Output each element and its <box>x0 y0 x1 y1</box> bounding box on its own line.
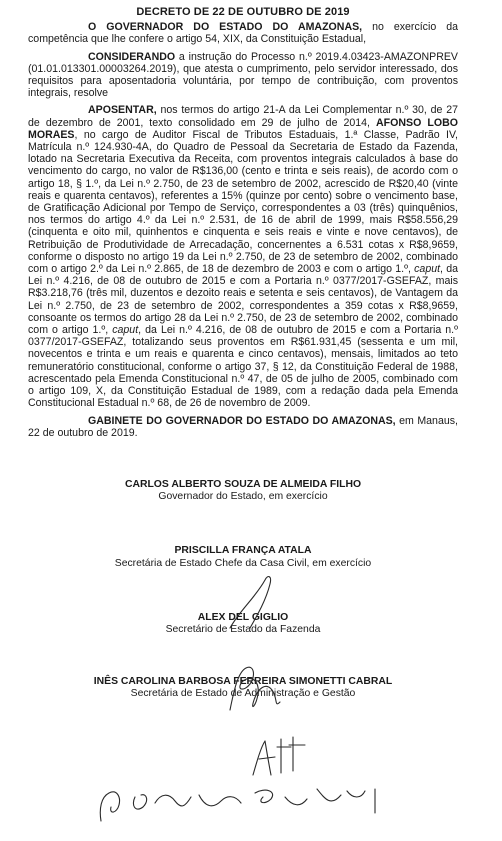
signatory-name: PRISCILLA FRANÇA ATALA <box>174 545 312 557</box>
paragraph-text: , da Lei n.º 4.216, de 08 de outubro de 2015 e com a Portaria n.º 0377/2017-GSEFAZ, mais R$3.218,76 (três mil, duzentos e dezoito reais e setenta e seis centavos), de Vantagem da Lei n.º 2.750, de 23 de setembro de 2002, correspondentes a 359 cotas x R$8,9659, consoante os termos do artigo 28 da Lei n.º 2.750, de 23 de setembro de 2002, combinado com o artigo 1.º, <box>28 263 458 337</box>
signatory-role: Secretária de Estado Chefe da Casa Civil, em exercício <box>114 557 372 569</box>
signature-block-administracao <box>28 676 458 700</box>
caput-term: caput <box>414 263 441 276</box>
signatory-name: ALEX DEL GIGLIO <box>197 611 289 623</box>
paragraph-governor <box>28 21 458 45</box>
caput-term: caput <box>112 324 139 337</box>
signatory-role: Governador do Estado, em exercício <box>158 491 328 503</box>
signatory-name: INÊS CAROLINA BARBOSA FERREIRA SIMONETTI CABRAL <box>93 676 393 688</box>
governor-heading: O GOVERNADOR DO ESTADO DO AMAZONAS, <box>88 21 363 34</box>
paragraph-text: a instrução do Processo n.º 2019.4.03423-AMAZONPREV (01.01.013301.00003264.2019), que atesta o cumprimento, pelo servidor interessado, dos requisitos para aposentadoria voluntária, por tempo de contribuição, com proventos integrais, resolve <box>28 50 458 100</box>
paragraph-text: , no cargo de Auditor Fiscal de Tributos Estaduais, 1.ª Classe, Padrão IV, Matrícula n.º 124.930-4A, do Quadro de Pessoal da Secretaria de Estado da Fazenda, lotado na Secretaria Executiva da Receita, com proventos integrais calculados à base do vencimento do cargo, no valor de R$136,00 (cento e trinta e seis reais), de acordo com o artigo 18, § 1.º, da Lei n.º 2.750, de 23 de setembro de 2002, acrescido de R$20,40 (vinte reais e quarenta centavos), referentes a 15% (quinze por cento) sobre o vencimento base, de Gratificação Adicional por Tempo de Serviço, correspondentes a 03 (três) quinquênios, nos termos do artigo 4.º da Lei n.º 2.531, de 16 de abril de 1999, mais R$58.556,29 (cinquenta e oito mil, quinhentos e cinquenta e seis reais e vinte e nove centavos), de Retribuição de Produtividade de Arrecadação, concernentes a 6.531 cotas x R$8,9659, conforme o disposto no artigo 19 da Lei n.º 2.750, de 23 de setembro de 2002, combinado com o artigo 2.º da Lei n.º 2.865, de 18 de dezembro de 2003 e com o artigo 1.º, <box>28 128 458 276</box>
signature-block-governor <box>28 479 458 503</box>
paragraph-text: em Manaus, 22 de outubro de 2019. <box>28 414 458 439</box>
signature-block-casa-civil <box>28 545 458 569</box>
considerando-heading: CONSIDERANDO <box>88 50 176 63</box>
paragraph-aposentar <box>28 104 458 409</box>
signatory-name: CARLOS ALBERTO SOUZA DE ALMEIDA FILHO <box>124 478 362 490</box>
signatory-role: Secretária de Estado de Administração e Gestão <box>130 688 356 700</box>
paragraph-gabinete <box>28 415 458 439</box>
paragraph-considerando <box>28 51 458 100</box>
gabinete-heading: GABINETE DO GOVERNADOR DO ESTADO DO AMAZONAS, <box>88 414 396 427</box>
paragraph-text: , da Lei n.º 4.216, de 08 de outubro de 2015 e com a Portaria n.º 0377/2017-GSEFAZ, totalizando seus proventos em R$61.931,45 (sessenta e um mil, novecentos e trinta e um reais e quarenta e cinco centavos), mensais, limitados ao teto remuneratório constitucional, conforme o artigo 37, § 12, da Constituição Federal de 1988, acrescentado pela Emenda Constitucional n.º 47, de 05 de julho de 2005, combinado com o artigo 109, X, da Constituição Estadual de 1989, com a redação dada pela Emenda Constitucional Estadual n.º 68, de 26 de novembro de 2009. <box>28 324 458 410</box>
beneficiary-name: AFONSO LOBO MORAES <box>28 116 458 141</box>
decree-title: DECRETO DE 22 DE OUTUBRO DE 2019 <box>136 6 350 18</box>
paragraph-text: nos termos do artigo 21-A da Lei Complementar n.º 30, de 27 de dezembro de 2001, texto consolidado em 29 de julho de 2014, <box>28 104 458 129</box>
paragraph-text: no exercício da competência que lhe confere o artigo 54, XIX, da Constituição Estadual, <box>28 21 458 46</box>
signatory-role: Secretário de Estado da Fazenda <box>165 623 321 635</box>
signature-block-fazenda <box>28 612 458 636</box>
aposentar-heading: APOSENTAR, <box>88 104 157 117</box>
